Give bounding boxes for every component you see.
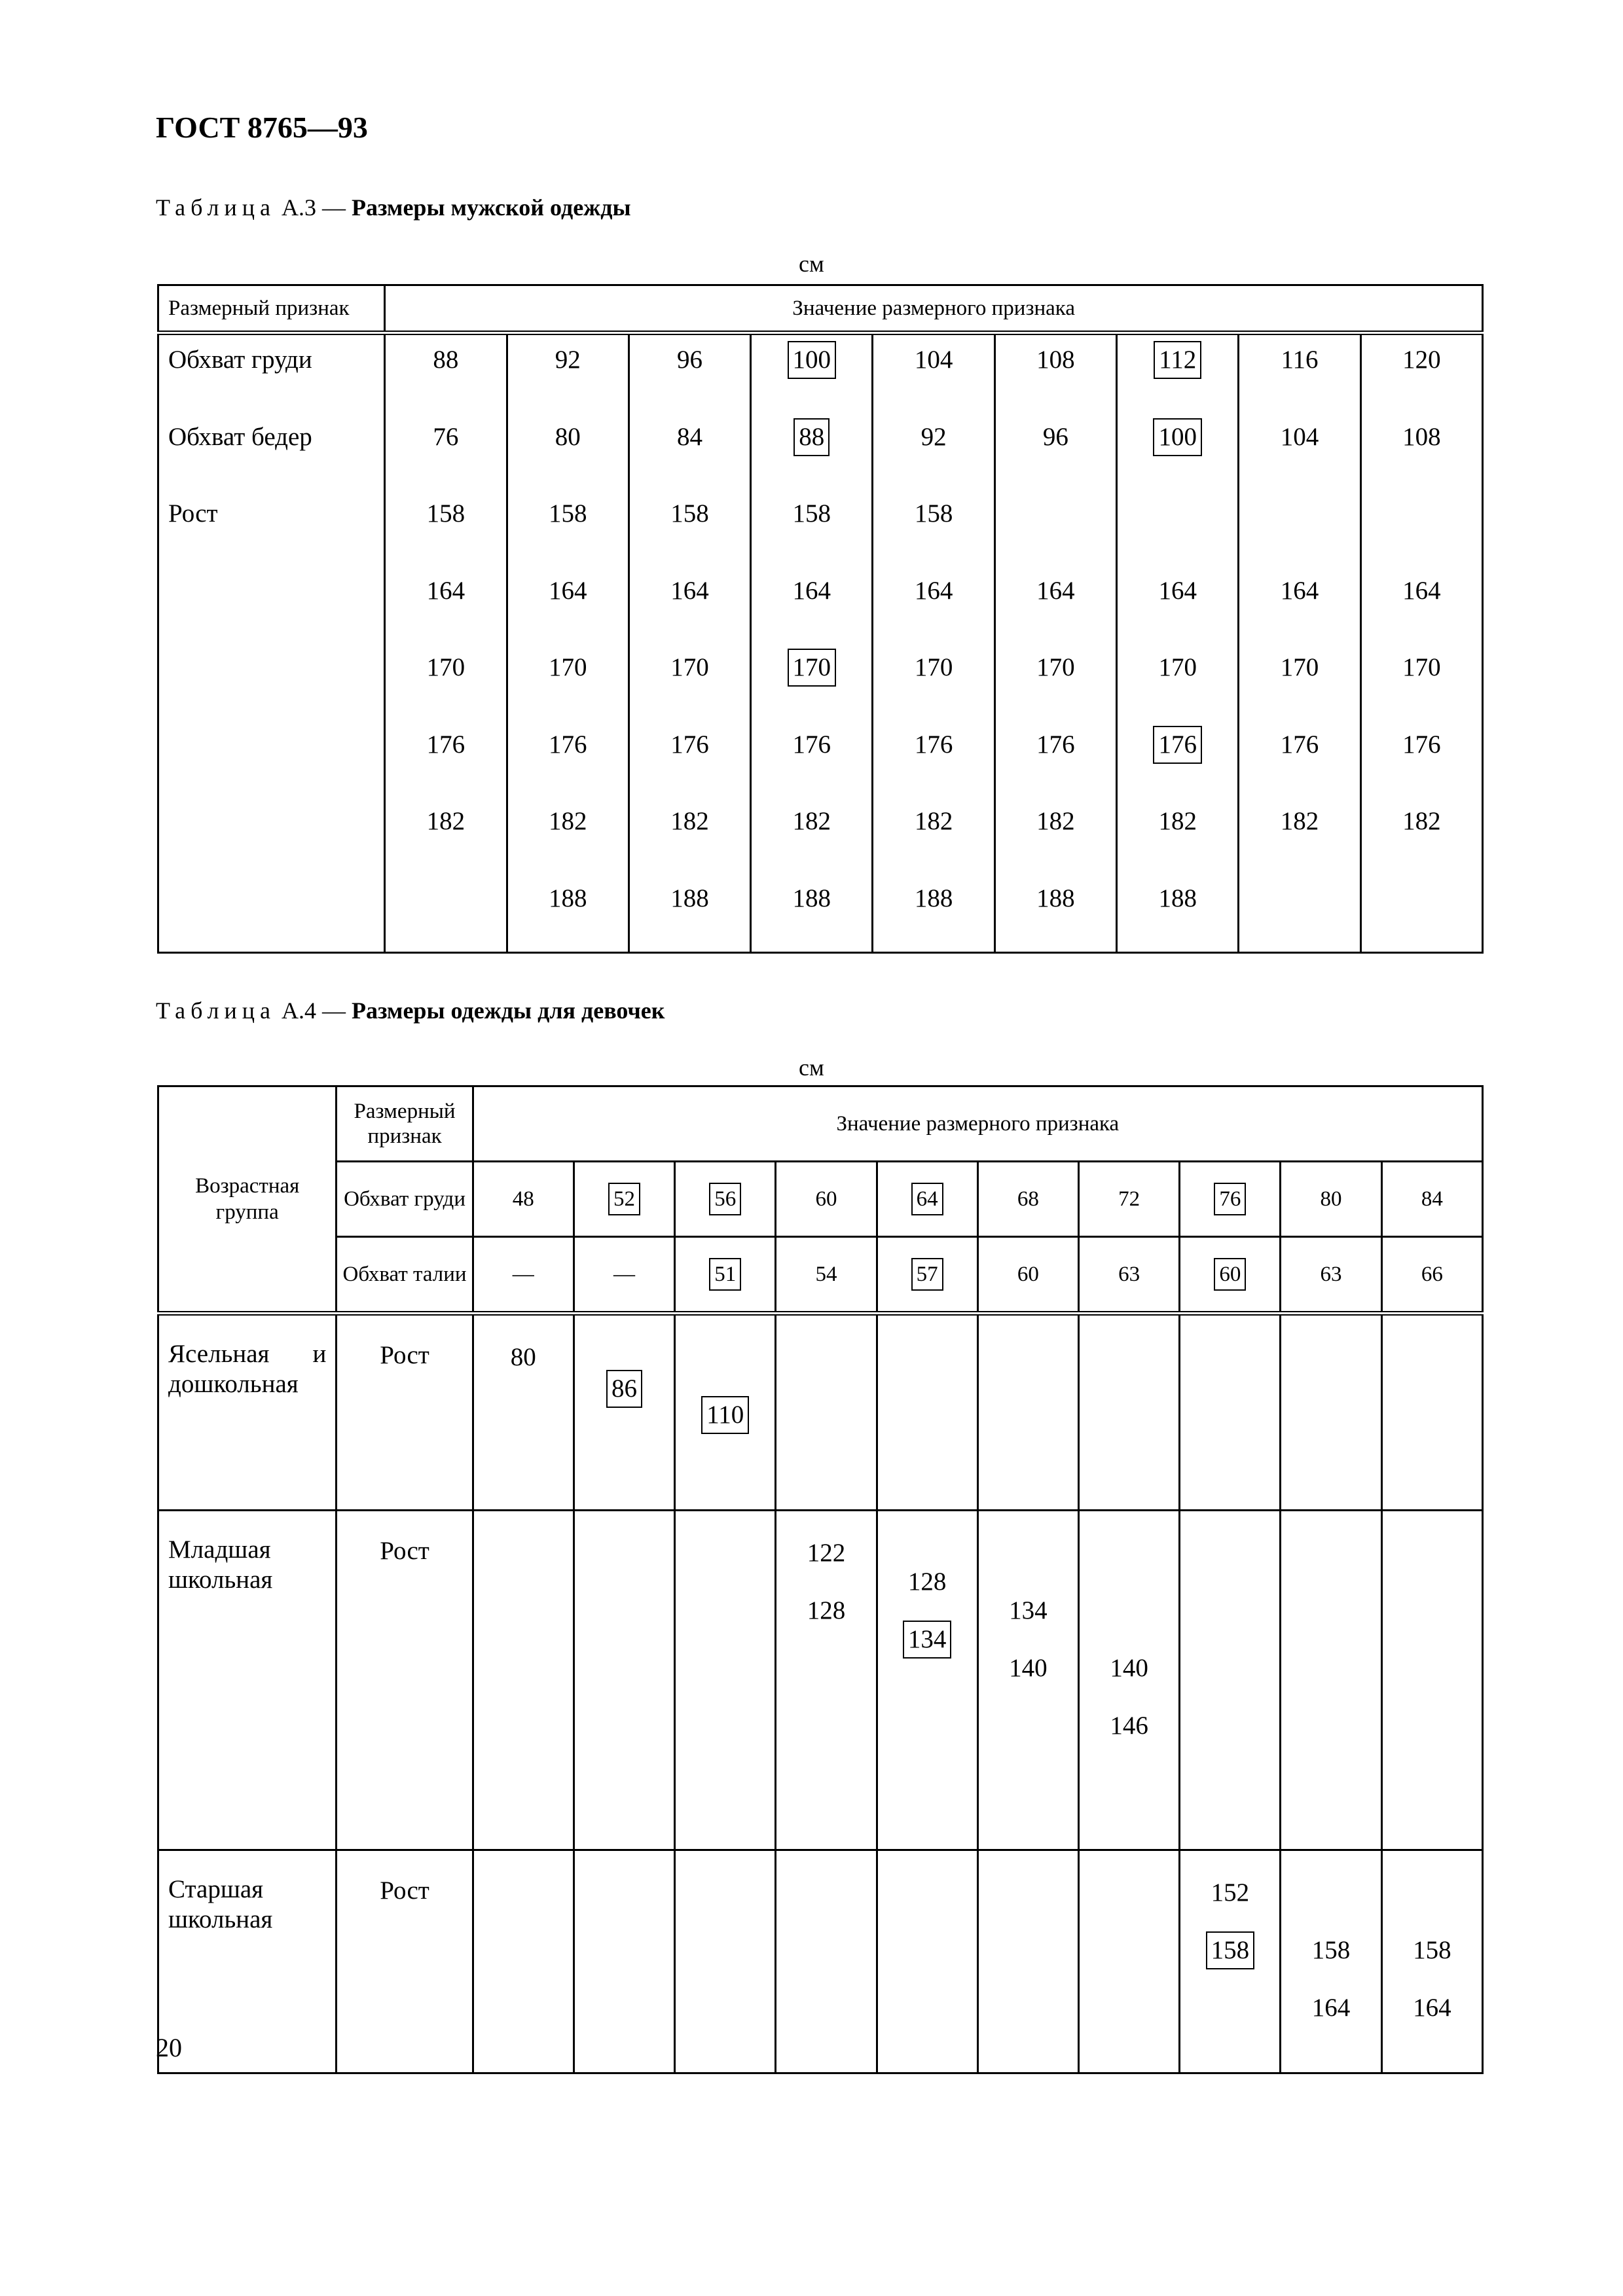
boxed-value: 56 — [709, 1183, 741, 1215]
height-cell — [1079, 1314, 1180, 1511]
value-column — [873, 333, 994, 953]
header-age-group: Возрастная группа — [158, 1086, 337, 1314]
cell-value: 176 — [548, 730, 587, 759]
cell-value: 182 — [426, 807, 465, 835]
header-size-attribute: Размерный признак — [158, 285, 385, 333]
height-cell — [574, 1314, 674, 1511]
cell-value: 66 — [1381, 1237, 1482, 1314]
value-column — [629, 333, 750, 953]
cell-value — [1239, 490, 1359, 567]
cell-value: 176 — [1036, 730, 1075, 759]
cell-value — [1118, 490, 1237, 567]
age-group-word: дошкольная — [168, 1370, 299, 1398]
cell-value: 188 — [670, 884, 709, 912]
value-column — [994, 333, 1116, 953]
boxed-value: 57 — [911, 1258, 943, 1291]
value-column — [385, 333, 507, 953]
height-cell — [1281, 1314, 1381, 1511]
cell-value: 176 — [1402, 730, 1441, 759]
document-header: ГОСТ 8765—93 — [156, 111, 368, 144]
height-cell — [977, 1511, 1078, 1850]
cell-value: 84 — [677, 422, 702, 451]
boxed-value: 134 — [903, 1621, 952, 1659]
height-cell — [1180, 1850, 1281, 2073]
cell-value: 170 — [1402, 653, 1441, 681]
boxed-value: 88 — [793, 418, 830, 456]
cell-value — [877, 1237, 977, 1314]
cell-value: 92 — [555, 346, 581, 374]
cell-value: 80 — [1281, 1162, 1381, 1237]
header-size-values: Значение размерного признака — [473, 1086, 1482, 1162]
value-column — [507, 333, 629, 953]
cell-value: 170 — [426, 653, 465, 681]
cell-value: 76 — [433, 422, 459, 451]
height-cell — [977, 1314, 1078, 1511]
cell-value — [1118, 336, 1237, 414]
cell-value: 170 — [1280, 653, 1319, 681]
row-label — [159, 798, 384, 875]
cell-value: — — [473, 1237, 574, 1314]
height-cell — [675, 1511, 776, 1850]
cell-value: 80 — [555, 422, 581, 451]
height-label: Рост — [337, 1511, 473, 1850]
cell-value: 188 — [914, 884, 953, 912]
row-label — [159, 644, 384, 721]
cell-value — [752, 336, 871, 414]
height-cell — [675, 1850, 776, 2073]
cell-value: 176 — [670, 730, 709, 759]
cell-value: 63 — [1281, 1237, 1381, 1314]
cell-value: 158 — [548, 499, 587, 528]
height-cell — [1180, 1314, 1281, 1511]
cell-value: 182 — [1158, 807, 1197, 835]
height-cell — [776, 1314, 877, 1511]
height-cell — [1079, 1850, 1180, 2073]
height-cell — [1381, 1511, 1482, 1850]
cell-value: 108 — [1036, 346, 1075, 374]
height-value — [1206, 1931, 1255, 1988]
cell-value: 164 — [792, 576, 831, 605]
row-label — [159, 567, 384, 645]
height-value — [701, 1395, 749, 1453]
value-column — [1239, 333, 1360, 953]
cell-value: 182 — [670, 807, 709, 835]
cell-value: 164 — [426, 576, 465, 605]
cell-value: 96 — [1042, 422, 1068, 451]
height-cell — [1281, 1511, 1381, 1850]
row-label: Рост — [168, 499, 218, 528]
cell-value — [1362, 490, 1482, 567]
row-label — [159, 721, 384, 798]
cell-value: 96 — [677, 346, 702, 374]
cell-value: 48 — [473, 1162, 574, 1237]
height-value: 152 — [1211, 1878, 1250, 1907]
height-value: 134 — [1009, 1596, 1048, 1624]
cell-value: 182 — [548, 807, 587, 835]
row-label — [159, 875, 384, 952]
cell-value: 68 — [977, 1162, 1078, 1237]
cell-value: 176 — [1280, 730, 1319, 759]
height-value: 164 — [1311, 1994, 1351, 2022]
labels-column — [158, 333, 385, 953]
table-a3-caption — [156, 194, 631, 221]
height-value: 140 — [1009, 1654, 1048, 1682]
cell-value: 116 — [1281, 346, 1319, 374]
cell-value — [1239, 875, 1359, 952]
age-group-word: и — [312, 1340, 327, 1368]
height-cell — [473, 1314, 574, 1511]
height-value: 80 — [510, 1343, 536, 1371]
boxed-value: 158 — [1206, 1931, 1255, 1969]
cell-value: 104 — [1280, 422, 1319, 451]
boxed-value: 86 — [606, 1370, 642, 1408]
cell-value — [675, 1237, 776, 1314]
cell-value: 164 — [670, 576, 709, 605]
cell-value — [1362, 875, 1482, 952]
table-a3 — [157, 284, 1484, 954]
cell-value: 182 — [914, 807, 953, 835]
boxed-value: 112 — [1154, 341, 1201, 379]
cell-value: 176 — [792, 730, 831, 759]
cell-value: 104 — [914, 346, 953, 374]
cell-value: 170 — [914, 653, 953, 681]
cell-value: 170 — [1158, 653, 1197, 681]
cell-value — [574, 1162, 674, 1237]
height-cell — [1281, 1850, 1381, 2073]
cell-value: 182 — [1402, 807, 1441, 835]
height-cell — [1381, 1850, 1482, 2073]
height-cell — [877, 1314, 977, 1511]
height-label: Рост — [337, 1314, 473, 1511]
cell-value: 188 — [792, 884, 831, 912]
boxed-value: 52 — [608, 1183, 640, 1215]
boxed-value: 100 — [1153, 418, 1202, 456]
age-group-word: Ясельная — [168, 1340, 270, 1368]
cell-value: 188 — [1158, 884, 1197, 912]
boxed-value: 64 — [911, 1183, 943, 1215]
table-a4-caption — [156, 997, 665, 1024]
cell-value: 164 — [1280, 576, 1319, 605]
height-cell — [574, 1511, 674, 1850]
caption-title: Размеры одежды для девочек — [351, 997, 665, 1024]
height-cell — [1079, 1511, 1180, 1850]
cell-value: 164 — [1036, 576, 1075, 605]
page-number: 20 — [156, 2033, 182, 2062]
cell-value: 108 — [1402, 422, 1441, 451]
cell-value: 188 — [548, 884, 587, 912]
cell-value — [386, 875, 505, 952]
cell-value: 164 — [548, 576, 587, 605]
cell-value: 88 — [433, 346, 459, 374]
value-column — [1117, 333, 1239, 953]
table-a4 — [157, 1085, 1484, 2074]
boxed-value: 170 — [788, 649, 837, 687]
boxed-value: 110 — [701, 1396, 749, 1434]
cell-value: 182 — [1280, 807, 1319, 835]
cell-value — [1118, 414, 1237, 491]
cell-value: 54 — [776, 1237, 877, 1314]
header-size-values: Значение размерного признака — [385, 285, 1483, 333]
height-value: 146 — [1110, 1712, 1148, 1740]
caption-number: А.3 — — [281, 194, 346, 221]
height-cell — [776, 1850, 877, 2073]
boxed-value: 176 — [1153, 726, 1202, 764]
cell-value: — — [574, 1237, 674, 1314]
cell-value: 182 — [792, 807, 831, 835]
height-cell — [574, 1850, 674, 2073]
cell-value: 182 — [1036, 807, 1075, 835]
caption-number: А.4 — — [281, 997, 346, 1024]
cell-value: 84 — [1381, 1162, 1482, 1237]
cell-value: 92 — [921, 422, 947, 451]
cell-value: 158 — [792, 499, 831, 528]
cell-value: 164 — [1158, 576, 1197, 605]
height-cell — [877, 1511, 977, 1850]
value-column — [1360, 333, 1482, 953]
height-cell — [977, 1850, 1078, 2073]
height-cell — [675, 1314, 776, 1511]
cell-value: 158 — [670, 499, 709, 528]
row-label: Обхват груди — [168, 346, 312, 374]
cell-value — [996, 490, 1116, 567]
cell-value: 158 — [426, 499, 465, 528]
boxed-value: 51 — [709, 1258, 741, 1291]
cell-value: 176 — [426, 730, 465, 759]
height-cell — [877, 1850, 977, 2073]
height-value: 158 — [1311, 1936, 1351, 1964]
height-value: 128 — [807, 1596, 846, 1624]
cell-value — [752, 644, 871, 721]
chest-girth-label: Обхват груди — [337, 1162, 473, 1237]
cell-value: 188 — [1036, 884, 1075, 912]
cell-value — [1180, 1237, 1281, 1314]
height-value: 122 — [807, 1539, 846, 1567]
cell-value: 60 — [776, 1162, 877, 1237]
cell-value: 120 — [1402, 346, 1441, 374]
cell-value: 164 — [914, 576, 953, 605]
boxed-value: 60 — [1214, 1258, 1246, 1291]
height-cell — [776, 1511, 877, 1850]
boxed-value: 76 — [1214, 1183, 1246, 1215]
cell-value — [752, 414, 871, 491]
height-value: 164 — [1413, 1994, 1451, 2022]
height-value: 140 — [1110, 1654, 1148, 1682]
cell-value — [877, 1162, 977, 1237]
cell-value: 158 — [914, 499, 953, 528]
cell-value: 63 — [1079, 1237, 1180, 1314]
caption-title: Размеры мужской одежды — [351, 194, 631, 221]
cell-value: 170 — [670, 653, 709, 681]
cell-value: 176 — [914, 730, 953, 759]
height-value — [606, 1369, 642, 1427]
unit-label: см — [799, 251, 824, 277]
height-label: Рост — [337, 1850, 473, 2073]
age-group-junior-school: Младшая школьная — [158, 1511, 337, 1850]
unit-label: см — [799, 1054, 824, 1081]
waist-girth-label: Обхват талии — [337, 1237, 473, 1314]
row-label: Обхват бедер — [168, 422, 312, 451]
boxed-value: 100 — [788, 341, 837, 379]
height-cell — [473, 1511, 574, 1850]
cell-value: 164 — [1402, 576, 1441, 605]
height-value: 158 — [1413, 1936, 1451, 1964]
age-group-nursery-preschool — [158, 1314, 337, 1511]
height-value: 128 — [907, 1568, 947, 1596]
height-cell — [1180, 1511, 1281, 1850]
age-group-senior-school: Старшая школьная — [158, 1850, 337, 2073]
height-cell — [473, 1850, 574, 2073]
caption-prefix: Таблица — [156, 194, 276, 221]
height-cell — [1381, 1314, 1482, 1511]
height-value — [903, 1620, 952, 1677]
cell-value: 60 — [977, 1237, 1078, 1314]
cell-value — [1118, 721, 1237, 798]
value-column — [751, 333, 873, 953]
cell-value — [675, 1162, 776, 1237]
caption-prefix: Таблица — [156, 997, 276, 1024]
cell-value: 72 — [1079, 1162, 1180, 1237]
header-size-attribute: Размерный признак — [337, 1086, 473, 1162]
cell-value: 170 — [548, 653, 587, 681]
cell-value: 170 — [1036, 653, 1075, 681]
cell-value — [1180, 1162, 1281, 1237]
